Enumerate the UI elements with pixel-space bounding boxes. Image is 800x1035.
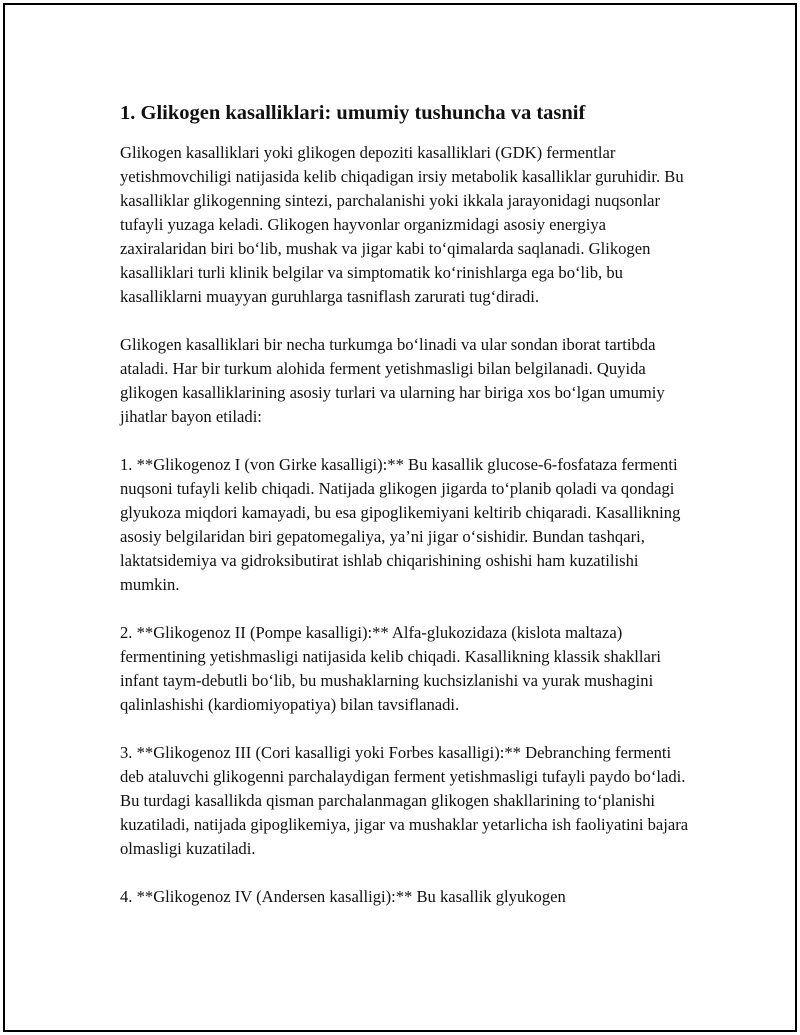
glycogenosis-type-3-paragraph: 3. **Glikogenoz III (Cori kasalligi yoki Forbes kasalligi):** Debranching fermenti deb ataluvchi glikogenni parchalaydigan ferment yetishmasligi tufayli paydo bo‘ladi. Bu turdagi kasallikda qisman parchalanmagan glikogen shakllarining to‘planishi kuzatiladi, natijada gipoglikemiya, jigar va mushaklar yetarlicha ish faoliyatini bajara olmasligi kuzatiladi. bbox=[120, 743, 689, 858]
glycogenosis-type-1-paragraph: 1. **Glikogenoz I (von Girke kasalligi):** Bu kasallik glucose-6-fosfataza fermenti nuqsoni tufayli kelib chiqadi. Natijada glikogen jigarda to‘planib qoladi va qondagi glyukoza miqdori kamayadi, bu esa gipoglikemiyani keltirib chiqaradi. Kasallikning asosiy belgilaridan biri gepatomegaliya, ya’ni jigar o‘sishidir. Bundan tashqari, laktatsidemiya va gidroksibutirat ishlab chiqarishining oshishi ham kuzatilishi mumkin. bbox=[120, 455, 681, 594]
glycogenosis-type-4-paragraph: 4. **Glikogenoz IV (Andersen kasalligi):** Bu kasallik glyukogen bbox=[120, 887, 566, 906]
document-page bbox=[3, 3, 797, 1032]
classification-paragraph: Glikogen kasalliklari bir necha turkumga bo‘linadi va ular sondan iborat tartibda ataladi. Har bir turkum alohida ferment yetishmasligi bilan belgilanadi. Quyida glikogen kasalliklarining asosiy turlari va ularning har biriga xos bo‘lgan umumiy jihatlar bayon etiladi: bbox=[120, 335, 665, 426]
intro-paragraph: Glikogen kasalliklari yoki glikogen depoziti kasalliklari (GDK) fermentlar yetishmovchiligi natijasida kelib chiqadigan irsiy metabolik kasalliklar guruhidir. Bu kasalliklar glikogenning sintezi, parchalanishi yoki ikkala jarayonidagi nuqsonlar tufayli yuzaga keladi. Glikogen hayvonlar organizmidagi asosiy energiya zaxiralaridan biri bo‘lib, mushak va jigar kabi to‘qimalarda saqlanadi. Glikogen kasalliklari turli klinik belgilar va simptomatik ko‘rinishlarga ega bo‘lib, bu kasalliklarni muayyan guruhlarga tasniflash zarurati tug‘diradi. bbox=[120, 143, 684, 306]
glycogenosis-type-2-paragraph: 2. **Glikogenoz II (Pompe kasalligi):** Alfa-glukozidaza (kislota maltaza) fermentining yetishmasligi natijasida kelib chiqadi. Kasallikning klassik shakllari infant taym-debutli bo‘lib, bu mushaklarning kuchsizlanishi va yurak mushagini qalinlashishi (kardiomiyopatiya) bilan tavsiflanadi. bbox=[120, 623, 662, 714]
section-heading: 1. Glikogen kasalliklari: umumiy tushuncha va tasnif bbox=[120, 102, 586, 124]
document-body bbox=[120, 99, 695, 933]
